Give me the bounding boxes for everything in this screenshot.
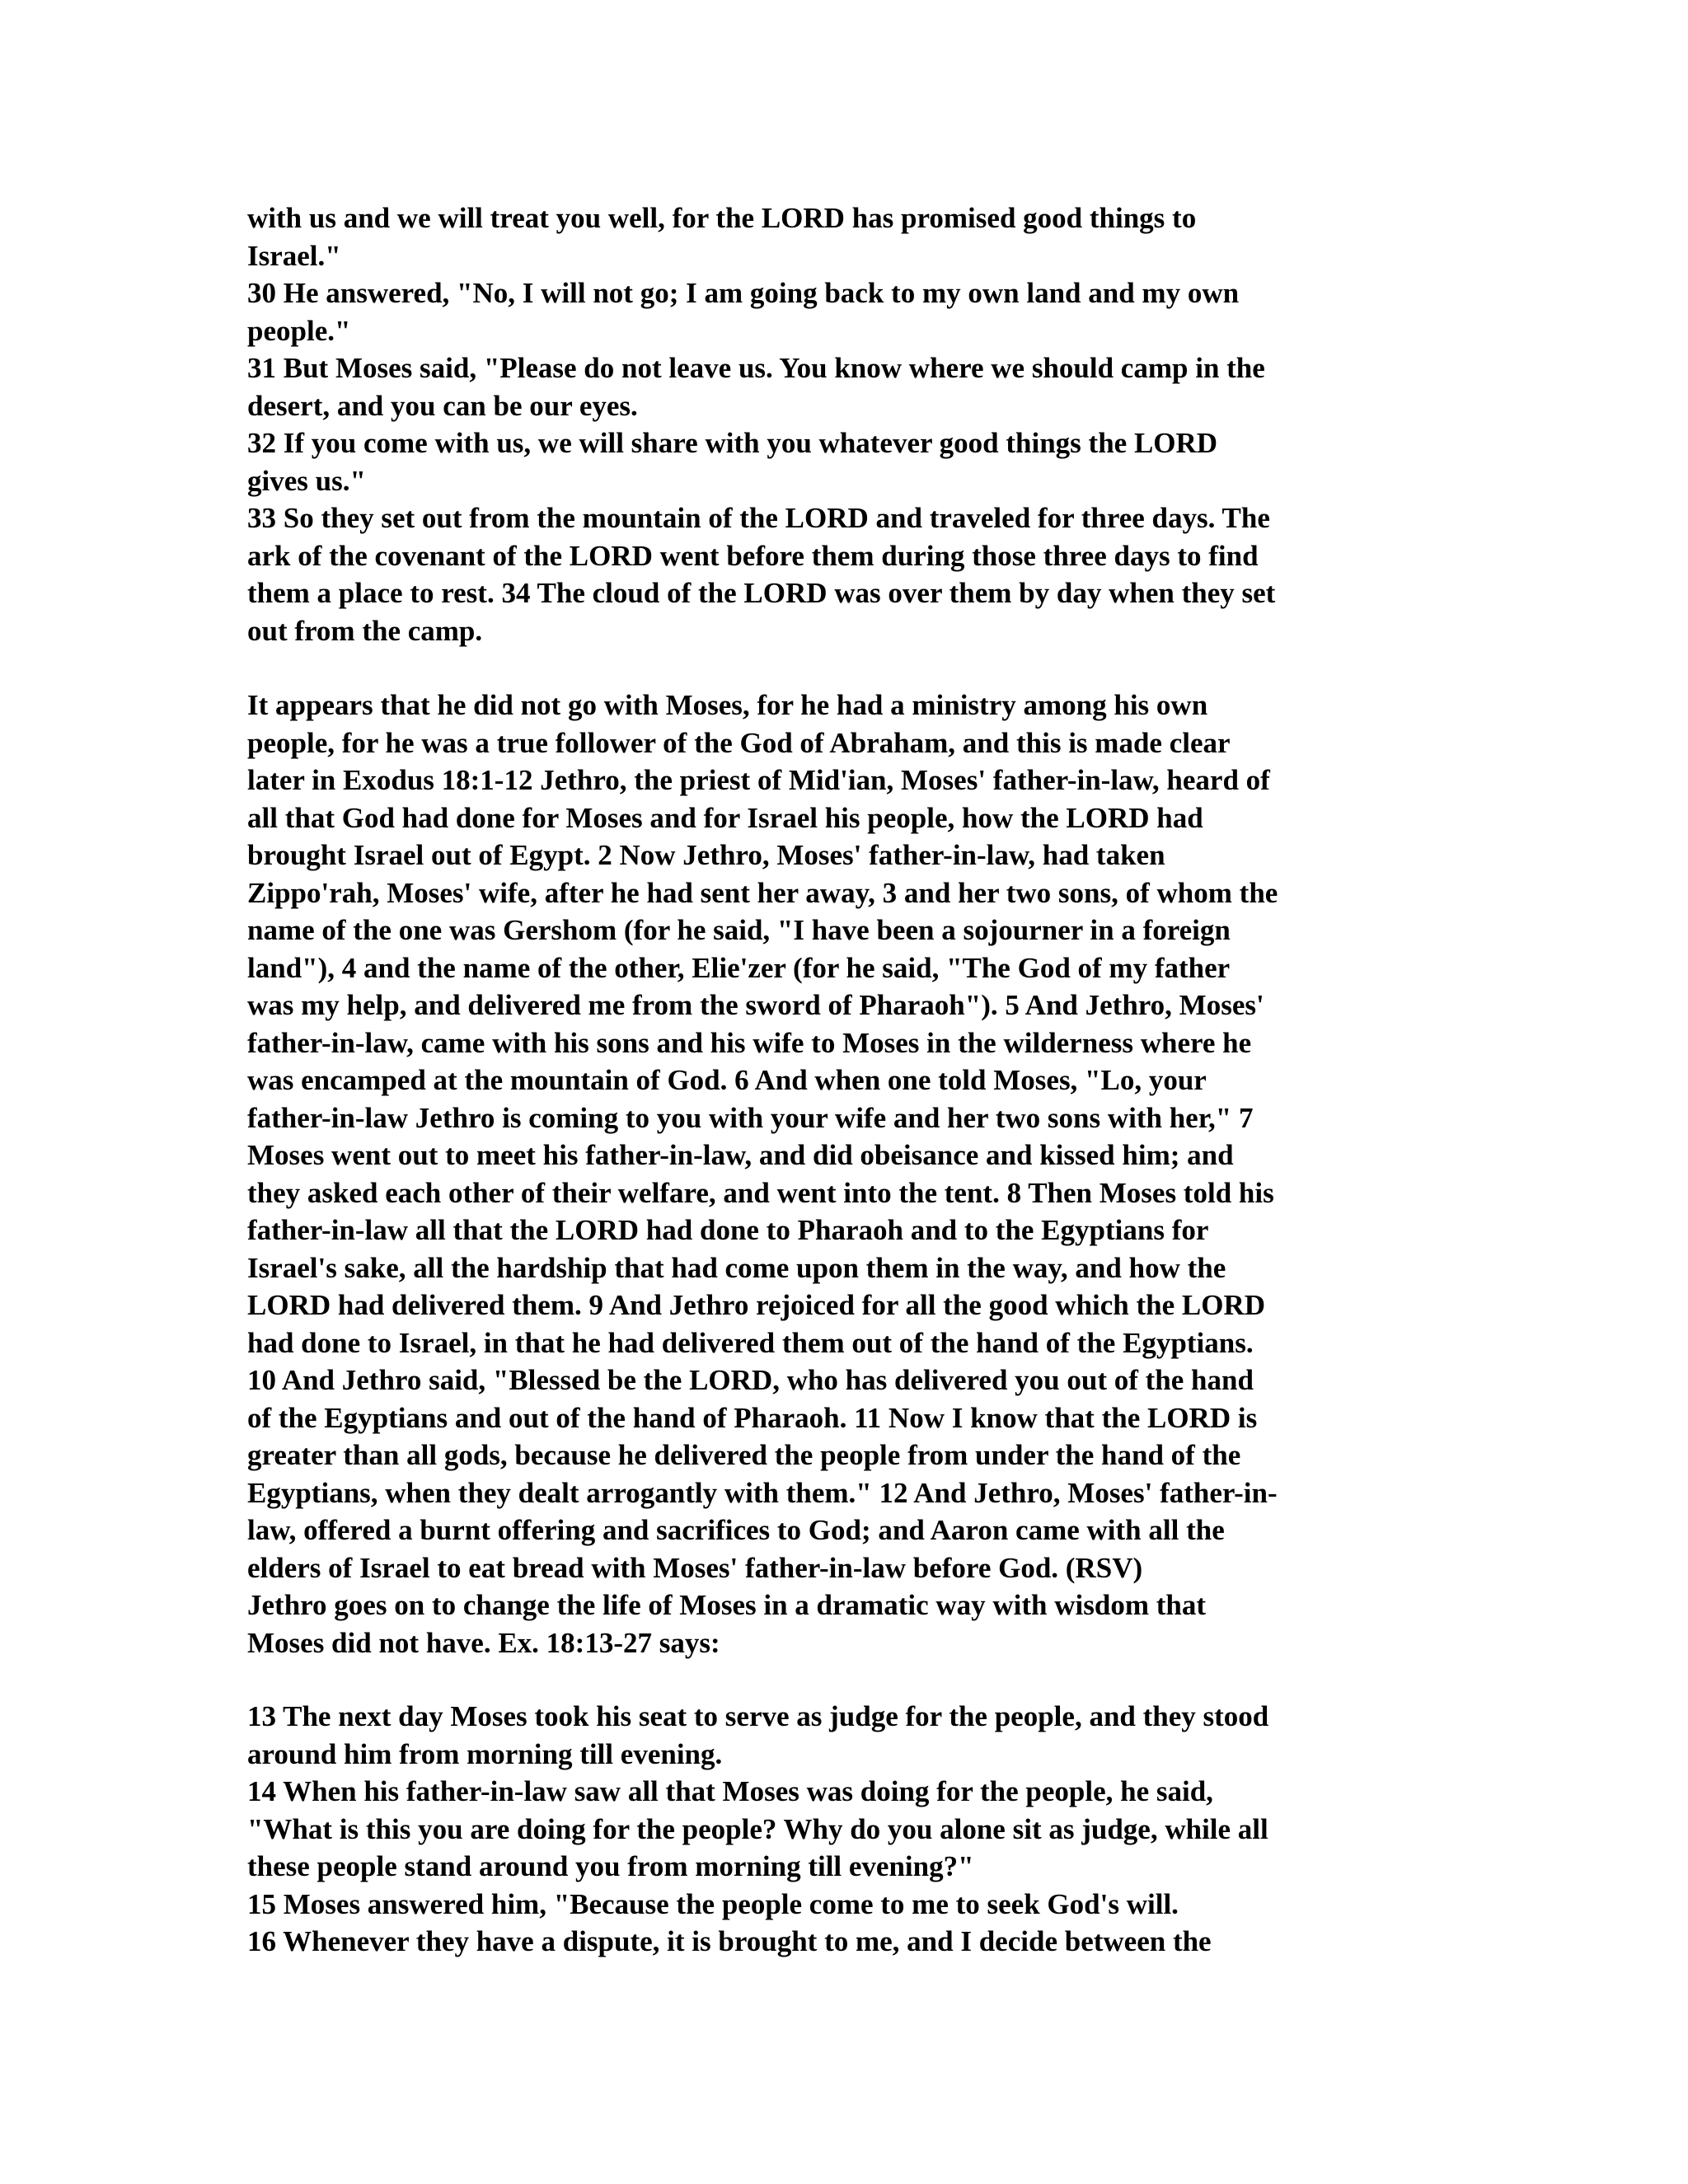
text-line: 16 Whenever they have a dispute, it is brought to me, and I decide between the: [247, 1925, 1212, 1957]
text-line: father-in-law Jethro is coming to you with your wife and her two sons with her," 7: [247, 1101, 1254, 1134]
text-line: of the Egyptians and out of the hand of Pharaoh. 11 Now I know that the LORD is: [247, 1401, 1258, 1434]
text-line: gives us.": [247, 464, 366, 497]
text-line: 32 If you come with us, we will share with you whatever good things the LORD: [247, 427, 1218, 459]
text-line: 14 When his father-in-law saw all that Moses was doing for the people, he said,: [247, 1775, 1213, 1807]
text-line: ark of the covenant of the LORD went before them during those three days to find: [247, 539, 1259, 572]
text-line: LORD had delivered them. 9 And Jethro rejoiced for all the good which the LORD: [247, 1289, 1266, 1321]
text-line: law, offered a burnt offering and sacrifices to God; and Aaron came with all the: [247, 1514, 1225, 1546]
text-line: Moses did not have. Ex. 18:13-27 says:: [247, 1626, 720, 1659]
text-line: Jethro goes on to change the life of Moses in a dramatic way with wisdom that: [247, 1589, 1207, 1621]
text-line: father-in-law all that the LORD had done to Pharaoh and to the Egyptians for: [247, 1214, 1209, 1246]
text-line: father-in-law, came with his sons and his wife to Moses in the wilderness where he: [247, 1026, 1252, 1059]
text-line: desert, and you can be our eyes.: [247, 389, 638, 422]
text-line: Israel.": [247, 239, 341, 272]
text-line: later in Exodus 18:1-12 Jethro, the priest of Mid'ian, Moses' father-in-law, heard of: [247, 764, 1270, 796]
text-line: name of the one was Gershom (for he said, "I have been a sojourner in a foreign: [247, 914, 1231, 946]
text-line: these people stand around you from morning till evening?": [247, 1850, 974, 1882]
text-line: out from the camp.: [247, 614, 483, 647]
text-line: Moses went out to meet his father-in-law, and did obeisance and kissed him; and: [247, 1139, 1234, 1171]
paragraph: [247, 1698, 1442, 1961]
text-line: Israel's sake, all the hardship that had come upon them in the way, and how the: [247, 1251, 1226, 1284]
text-line: 15 Moses answered him, "Because the people come to me to seek God's will.: [247, 1887, 1179, 1920]
text-line: Zippo'rah, Moses' wife, after he had sent her away, 3 and her two sons, of whom the: [247, 876, 1278, 909]
text-line: all that God had done for Moses and for Israel his people, how the LORD had: [247, 801, 1203, 834]
text-line: "What is this you are doing for the people? Why do you alone sit as judge, while all: [247, 1812, 1268, 1845]
text-line: people, for he was a true follower of the God of Abraham, and this is made clear: [247, 726, 1231, 759]
text-line: Egyptians, when they dealt arrogantly with them." 12 And Jethro, Moses' father-in-: [247, 1476, 1278, 1509]
text-line: land"), 4 and the name of the other, Elie'zer (for he said, "The God of my father: [247, 951, 1231, 984]
text-line: 30 He answered, "No, I will not go; I am going back to my own land and my own: [247, 277, 1240, 309]
text-line: brought Israel out of Egypt. 2 Now Jethro, Moses' father-in-law, had taken: [247, 839, 1165, 871]
text-line: with us and we will treat you well, for the LORD has promised good things to: [247, 202, 1197, 234]
text-line: them a place to rest. 34 The cloud of the LORD was over them by day when they set: [247, 577, 1276, 609]
text-line: was my help, and delivered me from the sword of Pharaoh"). 5 And Jethro, Moses': [247, 989, 1264, 1021]
text-line: 13 The next day Moses took his seat to serve as judge for the people, and they stood: [247, 1700, 1269, 1732]
paragraph: [247, 687, 1442, 1661]
text-line: elders of Israel to eat bread with Moses' father-in-law before God. (RSV): [247, 1551, 1143, 1584]
text-line: around him from morning till evening.: [247, 1737, 723, 1770]
text-line: 33 So they set out from the mountain of the LORD and traveled for three days. The: [247, 502, 1270, 534]
text-line: had done to Israel, in that he had delivered them out of the hand of the Egyptians.: [247, 1326, 1254, 1359]
text-line: greater than all gods, because he delivered the people from under the hand of the: [247, 1439, 1241, 1471]
text-line: they asked each other of their welfare, and went into the tent. 8 Then Moses told his: [247, 1176, 1274, 1209]
text-line: 31 But Moses said, "Please do not leave us. You know where we should camp in the: [247, 352, 1265, 384]
text-line: was encamped at the mountain of God. 6 And when one told Moses, "Lo, your: [247, 1064, 1207, 1096]
text-line: It appears that he did not go with Moses, for he had a ministry among his own: [247, 689, 1208, 721]
text-line: 10 And Jethro said, "Blessed be the LORD, who has delivered you out of the hand: [247, 1364, 1254, 1396]
text-line: people.": [247, 314, 351, 347]
paragraph: [247, 199, 1442, 649]
